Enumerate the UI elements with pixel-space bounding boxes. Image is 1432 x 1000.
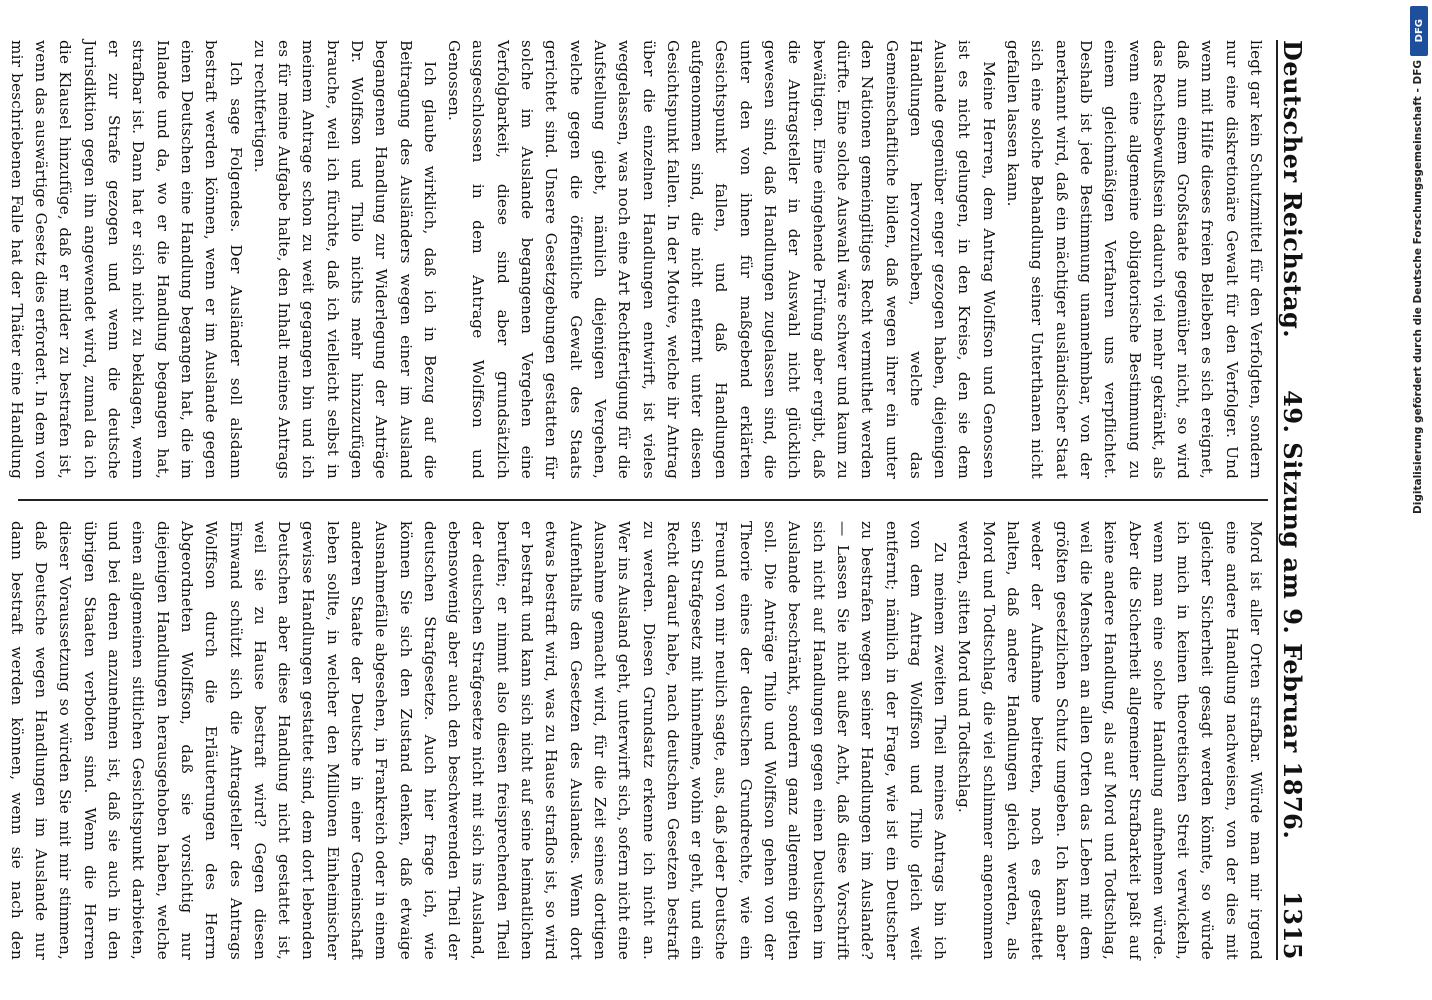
text-columns <box>7 40 1268 961</box>
paragraph: Ich sage Folgendes. Der Ausländer soll alsdann bestraft werden können, wenn er im Auslande gegen einen Deutschen eine Handlung begangen hat, die im Inlande und da, wo er die Handlung begangen hat, strafbar ist. Dann hat er sich nicht zu beklagen, wenn er zur Strafe gezogen und wenn die deutsche Jurisdiktion gegen ihn angewendet wird, zumal da ich die Klausel hinzufüge, daß er milder zu bestrafen ist, wenn das auswärtige Gesetz dies erfordert. In dem von mir beschriebenen Falle hat der Thäter eine Handlung <box>7 40 245 479</box>
digitization-credit <box>1406 0 1430 1000</box>
paragraph: Ich glaube wirklich, daß ich in Bezug auf die Beitragung des Ausländers wegen einer im Ausland begangenen Handlung zur Widerlegung der Anträge Dr. Wolffson und Thilo nichts mehr hinzuzufügen brauche, weil ich fürchte, daß ich vielleicht selbst in meinem Antrage schon zu weit gegangen bin und ich es für meine Aufgabe halte, den Inhalt meines Antrags zu rechtfertigen. <box>250 40 439 479</box>
right-column <box>7 521 1268 961</box>
paragraph: Zu meinem zweiten Theil meines Antrags bin ich von dem Antrag Wolffson und Thilo gleich weit entfernt; nämlich in der Frage, wie ist ein Deutscher zu bestrafen wegen seiner Handlungen im Auslande? — Lassen Sie nicht außer Acht, daß diese Vorschrift sich nicht auf Handlungen gegen einen Deutschen im Auslande beschränkt, sondern ganz allgemein gelten soll. Die Anträge Thilo und Wolffson gehen von der Theorie eines der deutschen Grundrechte, wie ein Freund von mir neulich sagte, aus, daß jeder Deutsche sein Strafgesetz mit hinnehme, wohin er geht, und ein Recht darauf habe, nach deutschen Gesetzen bestraft zu werden. Diesen Grundsatz erkenne ich nicht an. Wer ins Ausland geht, unterwirft sich, sofern nicht eine Ausnahme gemacht wird, für die Zeit seines dortigen Aufenthalts den Gesetzen des Auslandes. Wenn dort etwas bestraft wird, was zu Hause straflos ist, so wird er bestraft und kann sich nicht auf seine heimatlichen berufen; er nimmt also diesen freisprechenden Theil der deutschen Strafgesetze nicht mit sich ins Ausland, ebensowenig aber auch den beschwerenden Theil der deutschen Strafgesetze. Auch hier frage ich, wie können Sie sich den Zustand denken, daß etwaige Ausnahmefälle abgesehen, in Frankreich oder in einem anderen Staate der Deutsche in einer Gemeinschaft leben sollte, in welcher den Millionen Einheimischer gewisse Handlungen gestattet sind, dem dort lebenden Deutschen aber diese Handlung nicht gestattet ist, weil sie zu Hause bestraft wird? Gegen diesen Einwand schützt sich die Antragsteller des Antrags Wolffson durch die Erläuterungen des Herrn Abgeordneten Wolffson, daß sie vorsichtig nur diejenigen Handlungen herausgehoben haben, welche einen allgemeinen sittlichen Gesichtspunkt darbieten, und bei denen anzunehmen ist, daß sie auch in den übrigen Staaten verboten sind. Wenn die Herren dieser Voraussetzung so würden Sie mit mir stimmen, daß Deutsche wegen Handlungen im Auslande nur dann bestraft werden können, wenn sie nach den <box>7 521 950 961</box>
column-divider <box>18 499 1268 501</box>
credit-text: Digitalisierung gefördert durch die Deutsche Forschungsgemeinschaft - DFG <box>1412 60 1424 514</box>
left-column <box>7 40 1268 479</box>
paragraph: liegt gar kein Schutzmittel für den Verfolgten, sondern nur eine diskretionäre Gewalt für den Verfolger. Und wenn mit Hilfe dieses freien Belieben es sich ereignet, daß nun einem Großstaate gegenüber nicht, so wird das Rechtsbewußtsein dadurch viel mehr gekränkt, als wenn eine allgemeine obligatorische Bestimmung zu einem gleichmäßigen Verfahren uns verpflichtet. Deshalb ist jede Bestimmung unannehmbar, von der anerkannt wird, daß ein mächtiger ausländischer Staat sich eine solche Behandlung seiner Unterthanen nicht gefallen lassen kann. <box>1004 40 1265 479</box>
header-session-date: 49. Sitzung am 9. Februar 1876. <box>1278 390 1307 840</box>
page-header <box>1276 40 1318 960</box>
dfg-logo-text: DFG <box>1413 19 1425 43</box>
paragraph: Meine Herren, dem Antrag Wolffson und Genossen ist es nicht gelungen, in den Kreise, den sie dem Auslande gegenüber enger gezogen haben, diejenigen Handlungen hervorzuheben, welche das Gemeinschaftliche bilden, daß wegen ihrer ein unter den Nationen gemeingiltiges Recht vermuthet werden dürfte. Eine solche Auswahl wäre schwer und kaum zu bewältigen. Eine eingehende Prüfung aber ergibt, daß die Antragsteller in der Auswahl nicht glücklich gewesen sind, daß Handlungen zugelassen sind, die unter den von ihnen für maßgebend erklärten Gesichtspunkt fallen, und daß Handlungen aufgenommen sind, die nicht entfernt unter diesen Gesichtspunkt fallen. In der Motive, welche ihr Antrag über die einzelnen Handlungen entwirft, ist vieles weggelassen, was noch eine Art Rechtfertigung für die Aufstellung giebt, nämlich diejenigen Vergehen, welche gegen die öffentliche Gewalt des Staats gerichtet sind. Unsere Gesetzgebungen gestatten für solche im Auslande begangenen Vergehen eine Verfolgbarkeit, diese sind aber grundsätzlich ausgeschlossen in dem Antrage Wolffson und Genossen. <box>445 40 998 479</box>
paragraph: Mord ist aller Orten strafbar. Würde man mir irgend eine andere Handlung nachweisen, von der dies mit gleicher Sicherheit gesagt werden könnte, so würde ich mich in keinen theoretischen Streit verwickeln, wenn man eine solche Handlung aufnehmen würde. Aber die Sicherheit allgemeiner Strafbarkeit paßt auf keine andere Handlung, als auf Mord und Todtschlag, weil die Menschen an allen Orten das Leben mit dem größten gesetzlichen Schutz umgeben. Ich kann aber weder der Aufnahme beitreten, noch es gestattet halten, daß andere Handlungen gleich werden, als Mord und Todtschlag, die viel schlimmer angenommen werden, sitten Mord und Todtschlag. <box>955 521 1265 960</box>
header-journal-title: Deutscher Reichstag. <box>1278 40 1307 339</box>
header-page-number: 1315 <box>1278 891 1307 960</box>
